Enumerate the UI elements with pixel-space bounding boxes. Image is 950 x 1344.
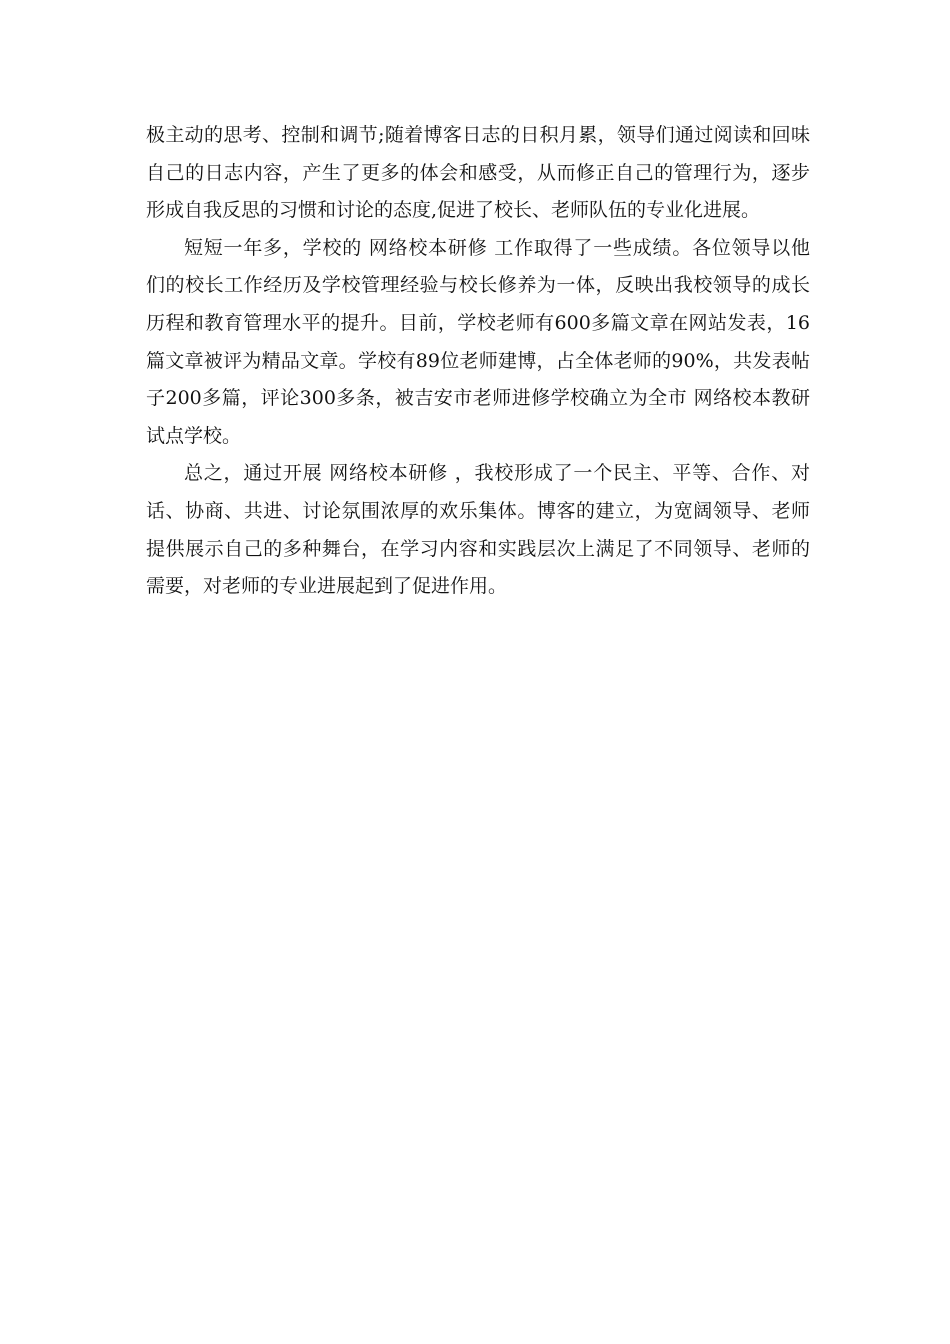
paragraph-1-line-3: 形成自我反思的习惯和讨论的态度,促进了校长、老师队伍的专业化进展。 xyxy=(146,199,761,222)
paragraph-3-line-3: 提供展示自己的多种舞台，在学习内容和实践层次上满足了不同领导、老师的 xyxy=(146,537,810,560)
paragraph-2-line-1: 短短一年多，学校的 网络校本研修 工作取得了一些成绩。各位领导以他 xyxy=(184,236,810,259)
paragraph-3-line-2: 话、协商、共进、讨论氛围浓厚的欢乐集体。博客的建立，为宽阔领导、老师 xyxy=(146,499,810,522)
paragraph-3-line-4: 需要，对老师的专业进展起到了促进作用。 xyxy=(146,575,508,598)
paragraph-1-line-2: 自己的日志内容，产生了更多的体会和感受，从而修正自己的管理行为，逐步 xyxy=(146,161,810,184)
paragraph-1-line-1: 极主动的思考、控制和调节;随着博客日志的日积月累，领导们通过阅读和回味 xyxy=(146,124,810,146)
paragraph-2-line-4: 篇文章被评为精品文章。学校有89位老师建博，占全体老师的90%，共发表帖 xyxy=(146,349,810,372)
paragraph-3-line-1: 总之，通过开展 网络校本研修 ，我校形成了一个民主、平等、合作、对 xyxy=(184,462,810,485)
paragraph-2-line-3: 历程和教育管理水平的提升。目前，学校老师有600多篇文章在网站发表，16 xyxy=(146,311,810,334)
paragraph-2-line-5: 子200多篇，评论300多条，被吉安市老师进修学校确立为全市 网络校本教研 xyxy=(146,387,810,410)
document-body xyxy=(146,117,810,606)
paragraph-2-line-6: 试点学校。 xyxy=(146,424,242,447)
paragraph-2-line-2: 们的校长工作经历及学校管理经验与校长修养为一体，反映出我校领导的成长 xyxy=(146,274,810,297)
